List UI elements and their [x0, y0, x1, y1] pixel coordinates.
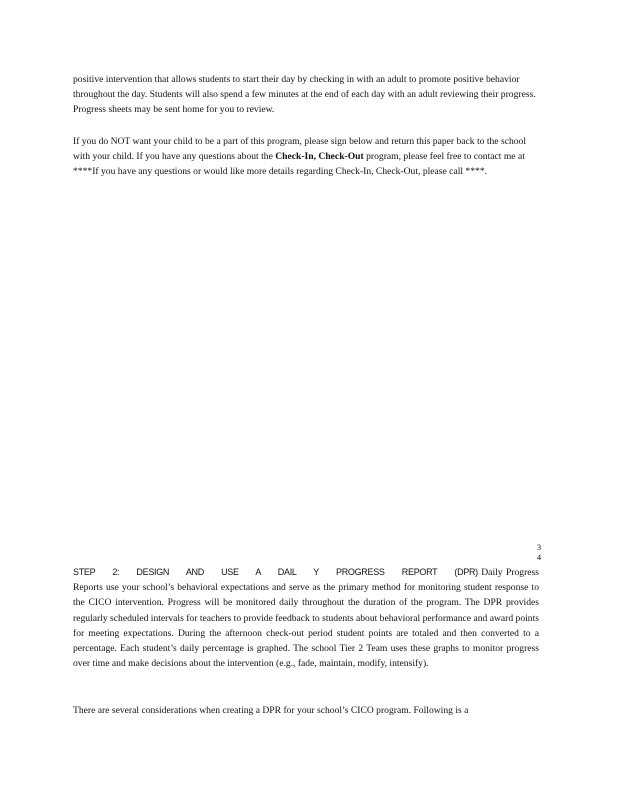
- opt-out-text-start: If you do NOT want your child to be a part of this program, please sign below and return this paper back to the school with your child. If you have any questions about the: [73, 136, 527, 163]
- intro-paragraph: [73, 72, 539, 118]
- intro-text: positive intervention that allows students to start their day by checking in with an adult to promote positive behavior throughout the day. Students will also spend a few minutes at the end of each day with an adult reviewing their progress. Progress sheets may be sent home for you to review.: [73, 74, 536, 116]
- opt-out-paragraph: [73, 134, 539, 180]
- considerations-paragraph: [73, 703, 539, 718]
- step2-paragraph: [73, 565, 539, 671]
- page-number-digit-4: 4: [536, 552, 542, 562]
- step2-heading: STEP 2: DESIGN AND USE A DAIL Y PROGRESS REPORT (DPR): [73, 567, 478, 577]
- step2-body-text: Daily Progress Reports use your school’s behavioral expectations and serve as the primary method for monitoring student response to the CICO intervention. Progress will be monitored daily throughout the duration of the program. The DPR provides regularly scheduled intervals for teachers to provide feedback to students about behavioral performance and award points for meeting expectations. During the afternoon check-out period student points are totaled and then converted to a percentage. Each student’s daily percentage is graphed. The school Tier 2 Team uses these graphs to monitor progress over time and make decisions about the intervention (e.g., fade, maintain, modify, intensify).: [73, 567, 539, 670]
- considerations-text: There are several considerations when creating a DPR for your school’s CICO program. Following is a: [73, 705, 469, 716]
- program-name-bold: Check-In, Check-Out: [275, 151, 364, 163]
- opt-out-text-end: program, please feel free to contact me at ****If you have any questions or would like more details regarding Check-In, Check-Out, please call ****.: [73, 151, 525, 178]
- page-number: [534, 542, 544, 562]
- page-number-digit-3: 3: [536, 542, 542, 552]
